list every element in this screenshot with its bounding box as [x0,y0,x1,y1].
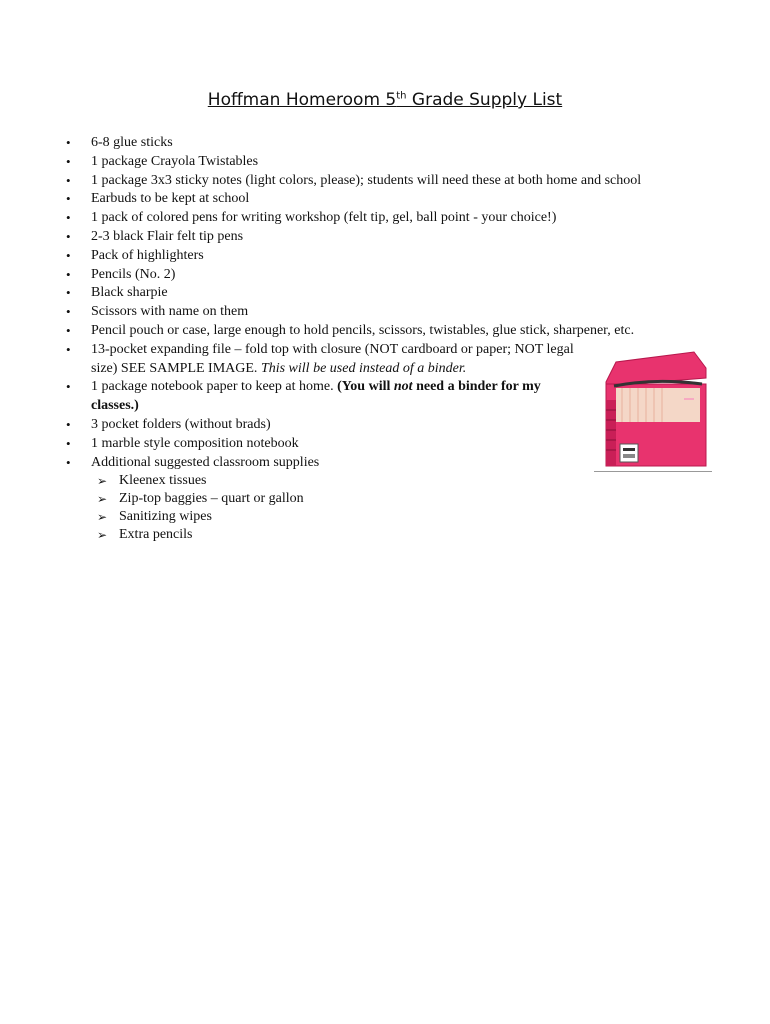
suggested-supplies-list [91,472,706,544]
list-item: • Earbuds to be kept at school [66,190,706,209]
list-item: • Black sharpie [66,284,706,303]
expanding-file-image [594,340,712,472]
list-item: • 3 pocket folders (without brads) [66,416,706,435]
list-item: • 1 marble style composition notebook [66,435,706,454]
list-item: • 2-3 black Flair felt tip pens [66,228,706,247]
sub-list-item: ➢ Sanitizing wipes [91,508,706,526]
sub-list-item: ➢ Kleenex tissues [91,472,706,490]
list-item: • 1 package 3x3 sticky notes (light colors, please); students will need these at both home and school [66,172,706,191]
list-item: • 1 package Crayola Twistables [66,153,706,172]
list-item: • Pencil pouch or case, large enough to hold pencils, scissors, twistables, glue stick, sharpener, etc. [66,322,706,341]
page-title: Hoffman Homeroom 5th Grade Supply List [207,90,563,110]
pink-expanding-file-icon [594,340,712,472]
list-item: • Scissors with name on them [66,303,706,322]
list-item: • 6-8 glue sticks [66,134,706,153]
sub-list-item: ➢ Extra pencils [91,526,706,544]
image-baseline-divider [594,471,712,472]
list-item-additional: • Additional suggested classroom supplies ➢ Kleenex tissues ➢ Zip-top baggies – quart or gallon ➢ Sanitizing wipes ➢ Extra pencils [66,454,706,545]
list-item-notebook-paper: • 1 package notebook paper to keep at home. (You will not need a binder for my classes.) [66,378,586,416]
list-item-expanding-file: • 13-pocket expanding file – fold top with closure (NOT cardboard or paper; NOT legal size) SEE SAMPLE IMAGE. This will be used instead of a binder. [66,341,586,379]
list-item: • Pack of highlighters [66,247,706,266]
list-item: • 1 pack of colored pens for writing workshop (felt tip, gel, ball point - your choice!) [66,209,706,228]
list-item: • Pencils (No. 2) [66,266,706,285]
sub-list-item: ➢ Zip-top baggies – quart or gallon [91,490,706,508]
